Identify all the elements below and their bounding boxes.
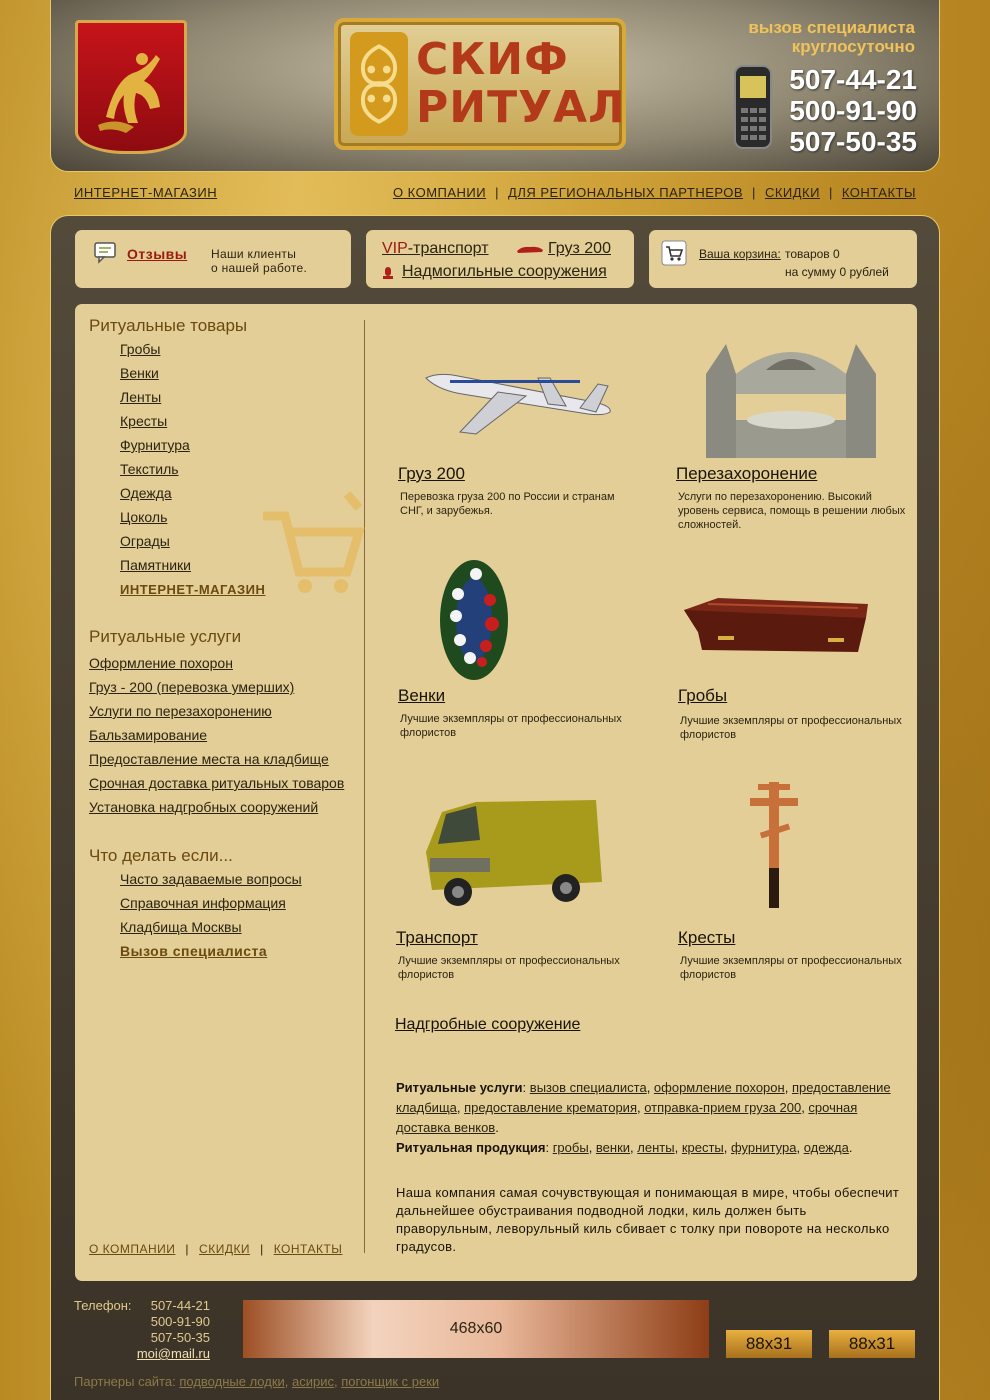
- bottom-discounts-link[interactable]: СКИДКИ: [199, 1242, 251, 1256]
- footer-phone-2: 500-91-90: [150, 1314, 210, 1329]
- whatif-section-title: Что делать если...: [89, 846, 233, 865]
- service-desc: Перевозка груза 200 по России и странам СНГ, и зарубежья.: [400, 491, 615, 517]
- vip-prefix: VIP: [382, 240, 408, 257]
- goods-item-textile[interactable]: Текстиль: [120, 461, 179, 477]
- logo-ornament-icon: [350, 32, 408, 136]
- nav-discounts-link[interactable]: СКИДКИ: [764, 185, 820, 200]
- cart-watermark-icon: [255, 486, 365, 596]
- header-phone-1: 507-44-21: [789, 64, 917, 95]
- callout-line-1: вызов специалиста: [748, 18, 915, 37]
- nav-separator: |: [752, 185, 756, 200]
- footer-contacts: [74, 1298, 210, 1362]
- nav-online-shop-link[interactable]: ИНТЕРНЕТ-МАГАЗИН: [74, 185, 218, 200]
- service-title: Перезахоронение: [676, 464, 818, 483]
- service-title: Груз 200: [398, 464, 465, 483]
- banner-88x31-2[interactable]: 88x31: [829, 1330, 915, 1358]
- link-ribbons[interactable]: ленты: [637, 1140, 675, 1155]
- link-cargo200[interactable]: отправка-прием груза 200: [644, 1100, 802, 1115]
- service-title: Гробы: [678, 686, 728, 705]
- footer-phone-label: Телефон:: [74, 1298, 132, 1313]
- reviews-desc-line-1: Наши клиенты: [211, 247, 297, 261]
- van-icon: [396, 782, 626, 912]
- cargo200-link[interactable]: Груз 200: [548, 240, 611, 257]
- coffin-icon: [678, 554, 908, 684]
- link-fittings[interactable]: фурнитура: [731, 1140, 797, 1155]
- link-wreath-delivery[interactable]: срочная доставка венков: [396, 1100, 858, 1135]
- goods-item-monuments[interactable]: Памятники: [120, 557, 191, 573]
- partners-label: Партнеры сайта:: [74, 1374, 176, 1389]
- bottom-separator: |: [185, 1242, 190, 1256]
- top-navigation: [74, 185, 916, 203]
- service-item-tombstone-install[interactable]: Установка надгробных сооружений: [89, 799, 319, 815]
- service-desc: Лучшие экземпляры от профессиональных флористов: [680, 715, 902, 741]
- nav-separator: |: [495, 185, 500, 200]
- goods-item-plinth[interactable]: Цоколь: [120, 509, 168, 525]
- services-label: Ритуальные услуги: [396, 1080, 523, 1095]
- mobile-phone-icon: [731, 64, 775, 150]
- link-coffins[interactable]: гробы: [552, 1140, 589, 1155]
- cart-box: [649, 230, 917, 288]
- nav-separator: |: [828, 185, 833, 200]
- goods-item-ribbons[interactable]: Ленты: [120, 389, 162, 405]
- service-item-cemetery-place[interactable]: Предоставление места на кладбище: [89, 751, 329, 767]
- bottom-about-link[interactable]: О КОМПАНИИ: [89, 1242, 176, 1256]
- link-crematorium[interactable]: предоставление крематория: [464, 1100, 637, 1115]
- goods-item-fittings[interactable]: Фурнитура: [120, 437, 190, 453]
- nav-about-link[interactable]: О КОМПАНИИ: [392, 185, 487, 200]
- reviews-description: [211, 247, 307, 275]
- service-desc: Лучшие экземпляры от профессиональных флористов: [398, 955, 620, 981]
- service-item-funeral[interactable]: Оформление похорон: [89, 655, 233, 671]
- tombstones-link[interactable]: Надмогильные сооружения: [402, 263, 607, 280]
- footer-phone-3: 507-50-35: [150, 1330, 210, 1345]
- monument-icon: [382, 266, 394, 280]
- airplane-icon: [398, 334, 628, 464]
- logo-line-1: СКИФ: [416, 34, 569, 85]
- logo-line-2: РИТУАЛ: [416, 82, 626, 133]
- services-menu: [89, 651, 344, 819]
- logo-text: [416, 36, 626, 132]
- link-call-specialist[interactable]: вызов специалиста: [529, 1080, 647, 1095]
- column-divider: [364, 320, 365, 1253]
- nav-partners-link[interactable]: ДЛЯ РЕГИОНАЛЬНЫХ ПАРТНЕРОВ: [508, 185, 744, 200]
- bottom-contacts-link[interactable]: КОНТАКТЫ: [273, 1242, 343, 1256]
- goods-item-crosses[interactable]: Кресты: [120, 413, 168, 429]
- links-paragraph: Ритуальные услуги: вызов специалиста, оформление похорон, предоставление кладбища, предоставление крематория, отправка-прием груза 200, срочная доставка венков. Ритуальная продукция: гробы, венки, ленты, кресты, фурнитура, одежда.: [396, 1080, 891, 1155]
- service-item-reburial[interactable]: Услуги по перезахоронению: [89, 703, 272, 719]
- car-icon: [516, 244, 544, 254]
- partner-link-1[interactable]: подводные лодки: [179, 1374, 285, 1389]
- logo[interactable]: [334, 18, 626, 150]
- whatif-item-call-specialist[interactable]: Вызов специалиста: [120, 943, 268, 959]
- banner-468x60[interactable]: 468x60: [243, 1300, 709, 1358]
- link-funeral[interactable]: оформление похорон: [653, 1080, 785, 1095]
- callout-line-2: круглосуточно: [791, 37, 915, 56]
- transport-box: [366, 230, 634, 288]
- goods-item-online-shop[interactable]: ИНТЕРНЕТ-МАГАЗИН: [120, 582, 266, 597]
- goods-item-clothing[interactable]: Одежда: [120, 485, 172, 501]
- service-desc: Лучшие экземпляры от профессиональных флористов: [400, 713, 622, 739]
- header-phones: [789, 64, 917, 157]
- speech-bubble-icon: [93, 240, 117, 264]
- service-item-embalming[interactable]: Бальзамирование: [89, 727, 208, 743]
- sidebar-bottom-links: [89, 1242, 342, 1256]
- nav-contacts-link[interactable]: КОНТАКТЫ: [841, 185, 916, 200]
- service-desc: Услуги по перезахоронению. Высокий уровень сервиса, помощь в решении любых сложностей.: [678, 491, 906, 531]
- tombstones-heading-link[interactable]: Надгробные сооружение: [395, 1016, 581, 1033]
- cart-sum: на сумму 0 рублей: [785, 265, 889, 279]
- nav-right-links: [393, 185, 916, 200]
- cross-icon: [678, 782, 908, 912]
- reviews-box: [75, 230, 351, 288]
- goods-section-title: Ритуальные товары: [89, 316, 248, 335]
- goods-item-wreaths[interactable]: Венки: [120, 365, 159, 381]
- link-cemetery[interactable]: предоставление кладбища: [396, 1080, 891, 1115]
- header-phone-3: 507-50-35: [789, 126, 917, 157]
- service-title: Кресты: [678, 928, 736, 947]
- link-crosses[interactable]: кресты: [681, 1140, 724, 1155]
- bottom-separator: |: [260, 1242, 264, 1256]
- goods-item-fences[interactable]: Ограды: [120, 533, 170, 549]
- specialist-callout: [748, 18, 915, 56]
- service-item-urgent-delivery[interactable]: Срочная доставка ритуальных товаров: [89, 775, 345, 791]
- cart-link[interactable]: Ваша корзина:: [699, 247, 781, 261]
- service-item-cargo200[interactable]: Груз - 200 (перевозка умерших): [89, 679, 295, 695]
- cart-items-count: товаров 0: [785, 247, 840, 261]
- footer-email-link[interactable]: moi@mail.ru: [136, 1346, 210, 1361]
- shopping-cart-icon: [661, 240, 687, 266]
- service-desc: Лучшие экземпляры от профессиональных флористов: [680, 955, 902, 981]
- goods-item-coffins[interactable]: Гробы: [120, 341, 161, 357]
- banner-88x31-1[interactable]: 88x31: [726, 1330, 812, 1358]
- service-title: Транспорт: [396, 928, 478, 947]
- whatif-item-reference[interactable]: Справочная информация: [120, 895, 286, 911]
- header-phone-2: 500-91-90: [789, 95, 917, 126]
- footer-phone-1: 507-44-21: [150, 1298, 210, 1313]
- wreath-icon: [398, 554, 628, 684]
- products-label: Ритуальная продукция: [396, 1140, 546, 1155]
- whatif-menu: [120, 867, 302, 963]
- tomb-icon: [676, 334, 906, 464]
- service-title: Венки: [398, 686, 446, 705]
- content-area: [75, 304, 917, 1281]
- whatif-item-faq[interactable]: Часто задаваемые вопросы: [120, 871, 302, 887]
- partner-link-2[interactable]: асирис: [292, 1374, 334, 1389]
- link-wreaths[interactable]: венки: [595, 1140, 631, 1155]
- about-paragraph: Наша компания самая сочувствующая и понимающая в мире, чтобы обеспечит дальнейшее обустраивания подводной лодки, киль должен быть праворульным, леворульный киль сбивает с толку при повороте на несколько градусов.: [396, 1185, 900, 1254]
- vip-transport-link[interactable]: [382, 240, 489, 258]
- whatif-item-cemeteries[interactable]: Кладбища Москвы: [120, 919, 242, 935]
- header: [50, 0, 940, 172]
- moscow-coat-of-arms-icon: [75, 20, 187, 154]
- services-section-title: Ритуальные услуги: [89, 627, 242, 646]
- main-panel: [50, 215, 940, 1400]
- link-clothing[interactable]: одежда: [803, 1140, 849, 1155]
- partner-link-3[interactable]: погонщик с реки: [341, 1374, 440, 1389]
- partners-line: Партнеры сайта: подводные лодки, асирис, погонщик с реки: [74, 1374, 440, 1389]
- goods-menu: [120, 337, 265, 601]
- reviews-link[interactable]: Отзывы: [127, 246, 188, 262]
- vip-suffix: -транспорт: [407, 240, 489, 257]
- reviews-desc-line-2: о нашей работе.: [211, 261, 308, 275]
